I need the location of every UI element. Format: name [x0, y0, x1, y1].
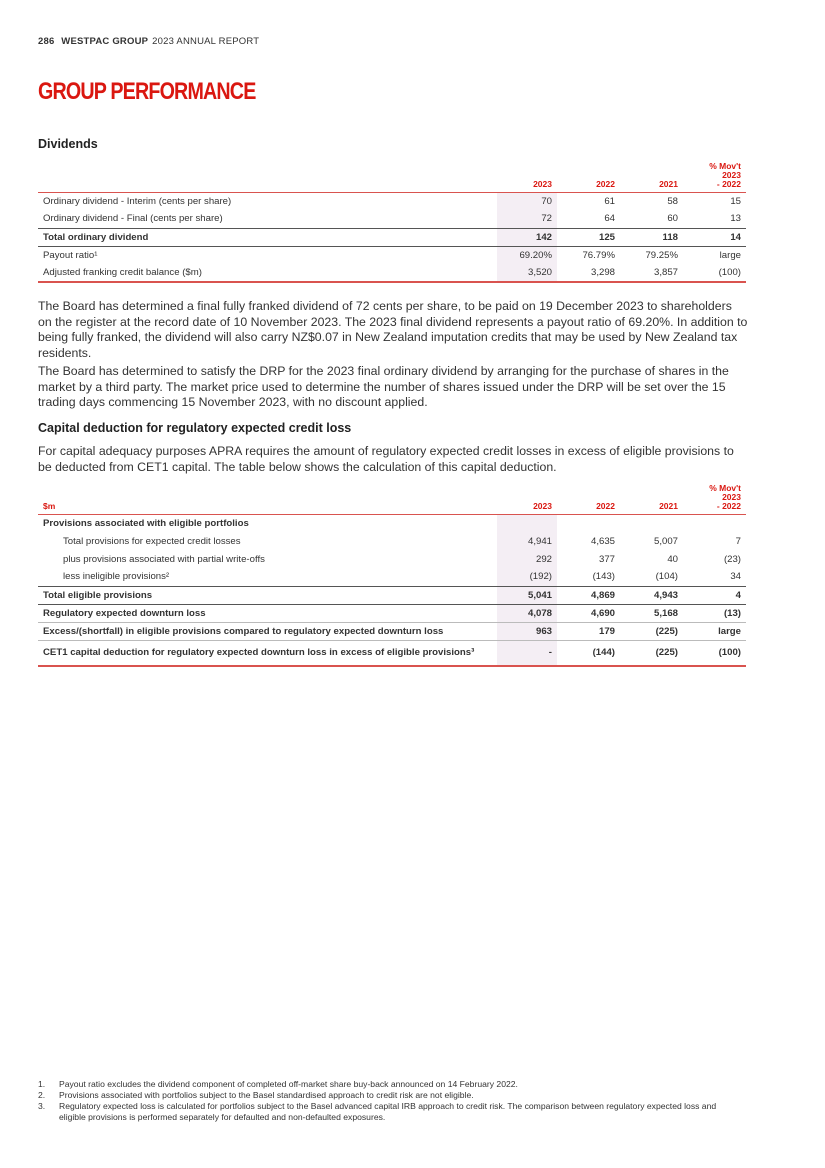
cell-value: 125	[598, 231, 615, 243]
table-row	[38, 586, 746, 604]
footnote-text: Regulatory expected loss is calculated for portfolios subject to the Basel advanced capital IRB approach to credit risk. The comparison between regulatory expected loss and eligible provisions is performed separately for defaulted and non-defaulted exposures.	[59, 1101, 717, 1122]
row-label: Ordinary dividend - Final (cents per share)	[43, 213, 223, 225]
table-row	[38, 246, 746, 264]
cell-value: 14	[730, 231, 741, 243]
cell-value: 377	[598, 553, 615, 565]
cell-value: (144)	[592, 647, 615, 659]
cell-value: 4,943	[653, 589, 678, 601]
col-header: 2022	[596, 500, 615, 511]
row-label: Regulatory expected downturn loss	[43, 607, 206, 619]
report-name: 2023 ANNUAL REPORT	[152, 36, 260, 47]
cell-value: 4,690	[590, 607, 615, 619]
cell-value: 5,041	[497, 586, 557, 604]
cell-value: -	[497, 640, 557, 666]
footnote-number: 3.	[38, 1101, 46, 1111]
paragraph: For capital adequacy purposes APRA requires the amount of regulatory expected credit losses in excess of eligible provisions to be deducted from CET1 capital. The table below shows the calculation of this capital deduction.	[38, 444, 734, 474]
table-row	[38, 514, 746, 532]
col-header: $m	[43, 500, 56, 511]
row-label: Payout ratio¹	[43, 249, 98, 261]
row-label: Total ordinary dividend	[43, 231, 149, 243]
paragraph: The Board has determined to satisfy the DRP for the 2023 final ordinary dividend by arranging for the purchase of shares in the market by a third party. The market price used to determine the number of shares issued under the DRP will be set over the 15 trading days commencing 15 November 2023, with no discount applied.	[38, 364, 729, 410]
cell-value: 70	[497, 192, 557, 210]
cell-value: 4,635	[590, 535, 615, 547]
cell-value: 3,857	[653, 267, 678, 278]
cell-value: 79.25%	[645, 249, 678, 261]
col-header: 2023	[533, 500, 552, 511]
cell-value: 142	[497, 228, 557, 246]
footnote-number: 1.	[38, 1079, 46, 1089]
footnote-text: Provisions associated with portfolios subject to the Basel standardised approach to credit risk are not eligible.	[59, 1090, 474, 1100]
footnote-number: 2.	[38, 1090, 46, 1100]
cell-value: 64	[604, 213, 615, 225]
cell-value: 4,869	[590, 589, 615, 601]
cell-value: 963	[497, 622, 557, 640]
col-header: 2021	[659, 500, 678, 511]
capital-heading: Capital deduction for regulatory expected credit loss	[38, 421, 352, 435]
row-label: Total eligible provisions	[43, 589, 153, 601]
dividends-heading: Dividends	[38, 137, 98, 151]
cell-value: 4	[735, 589, 741, 601]
col-header	[38, 160, 497, 192]
table-header	[38, 482, 746, 514]
cell-value: large	[719, 249, 741, 261]
row-label: Excess/(shortfall) in eligible provisions compared to regulatory expected downturn loss	[43, 625, 444, 637]
row-label: plus provisions associated with partial write-offs	[63, 553, 265, 565]
table-row	[38, 228, 746, 246]
cell-value: 5,168	[653, 607, 678, 619]
cell-value: (100)	[718, 647, 741, 659]
col-header: 2021	[659, 178, 678, 189]
paragraph: The Board has determined a final fully franked dividend of 72 cents per share, to be paid on 19 December 2023 to shareholders on the register at the record date of 10 November 2023. The 2023 final dividend represents a payout ratio of 69.20%. In addition to being fully franked, the dividend will also carry NZ$0.07 in New Zealand imputation credits that may be used by New Zealand tax residents.	[38, 299, 748, 360]
footnote	[38, 1101, 738, 1123]
footnote	[38, 1090, 738, 1101]
cell-value: (225)	[655, 647, 678, 659]
row-label: Ordinary dividend - Interim (cents per share)	[43, 195, 232, 207]
table-row	[38, 622, 746, 640]
table-row	[38, 568, 746, 586]
cell-value: 3,520	[497, 264, 557, 282]
cell-value: (104)	[655, 571, 678, 583]
row-label: Provisions associated with eligible portfolios	[43, 517, 249, 529]
row-label: Total provisions for expected credit losses	[63, 535, 241, 547]
cell-value: (225)	[655, 625, 678, 637]
cell-value: 292	[497, 550, 557, 568]
cell-value: 40	[667, 553, 678, 565]
cell-value: 7	[735, 535, 741, 547]
table-row	[38, 264, 746, 282]
row-label: less ineligible provisions²	[63, 571, 170, 583]
cell-value: 60	[667, 213, 678, 225]
cell-value: (143)	[592, 571, 615, 583]
table-row	[38, 640, 746, 666]
page-number: 286	[38, 36, 55, 47]
cell-value: 13	[730, 213, 741, 225]
table-header	[38, 160, 746, 192]
cell-value: 76.79%	[582, 249, 615, 261]
cell-value: 4,078	[497, 604, 557, 622]
cell-value	[557, 514, 620, 532]
row-label: CET1 capital deduction for regulatory expected downturn loss in excess of eligible provisions³	[43, 647, 475, 659]
cell-value	[497, 514, 557, 532]
cell-value: large	[718, 625, 741, 637]
row-label: Adjusted franking credit balance ($m)	[43, 267, 202, 278]
cell-value: (100)	[718, 267, 741, 278]
cell-value: 3,298	[590, 267, 615, 278]
cell-value: 15	[730, 195, 741, 207]
cell-value: (13)	[723, 607, 741, 619]
cell-value	[620, 514, 683, 532]
col-header: 2023	[533, 178, 552, 189]
cell-value: (192)	[497, 568, 557, 586]
dividends-table	[38, 160, 746, 283]
capital-deduction-table	[38, 482, 746, 667]
cell-value: 58	[667, 195, 678, 207]
cell-value: 5,007	[653, 535, 678, 547]
cell-value: 72	[497, 210, 557, 228]
cell-value: 69.20%	[497, 246, 557, 264]
cell-value: 34	[730, 571, 741, 583]
table-row	[38, 210, 746, 228]
footnotes	[38, 1079, 738, 1123]
page-header	[38, 36, 259, 47]
table-row	[38, 192, 746, 210]
cell-value: (23)	[723, 553, 741, 565]
table-row	[38, 604, 746, 622]
footnote	[38, 1079, 738, 1090]
cell-value: 61	[604, 195, 615, 207]
col-header: % Mov't 2023 - 2022	[709, 160, 741, 189]
col-header: 2022	[596, 178, 615, 189]
page-title: GROUP PERFORMANCE	[38, 78, 256, 105]
brand: WESTPAC GROUP	[61, 36, 149, 47]
cell-value: 4,941	[497, 532, 557, 550]
cell-value: 118	[662, 231, 678, 243]
footnote-text: Payout ratio excludes the dividend component of completed off-market share buy-back announced on 14 February 2022.	[59, 1079, 518, 1089]
cell-value	[683, 514, 746, 532]
cell-value: 179	[598, 625, 615, 637]
table-row	[38, 550, 746, 568]
table-row	[38, 532, 746, 550]
col-header: % Mov't 2023 - 2022	[709, 482, 741, 511]
